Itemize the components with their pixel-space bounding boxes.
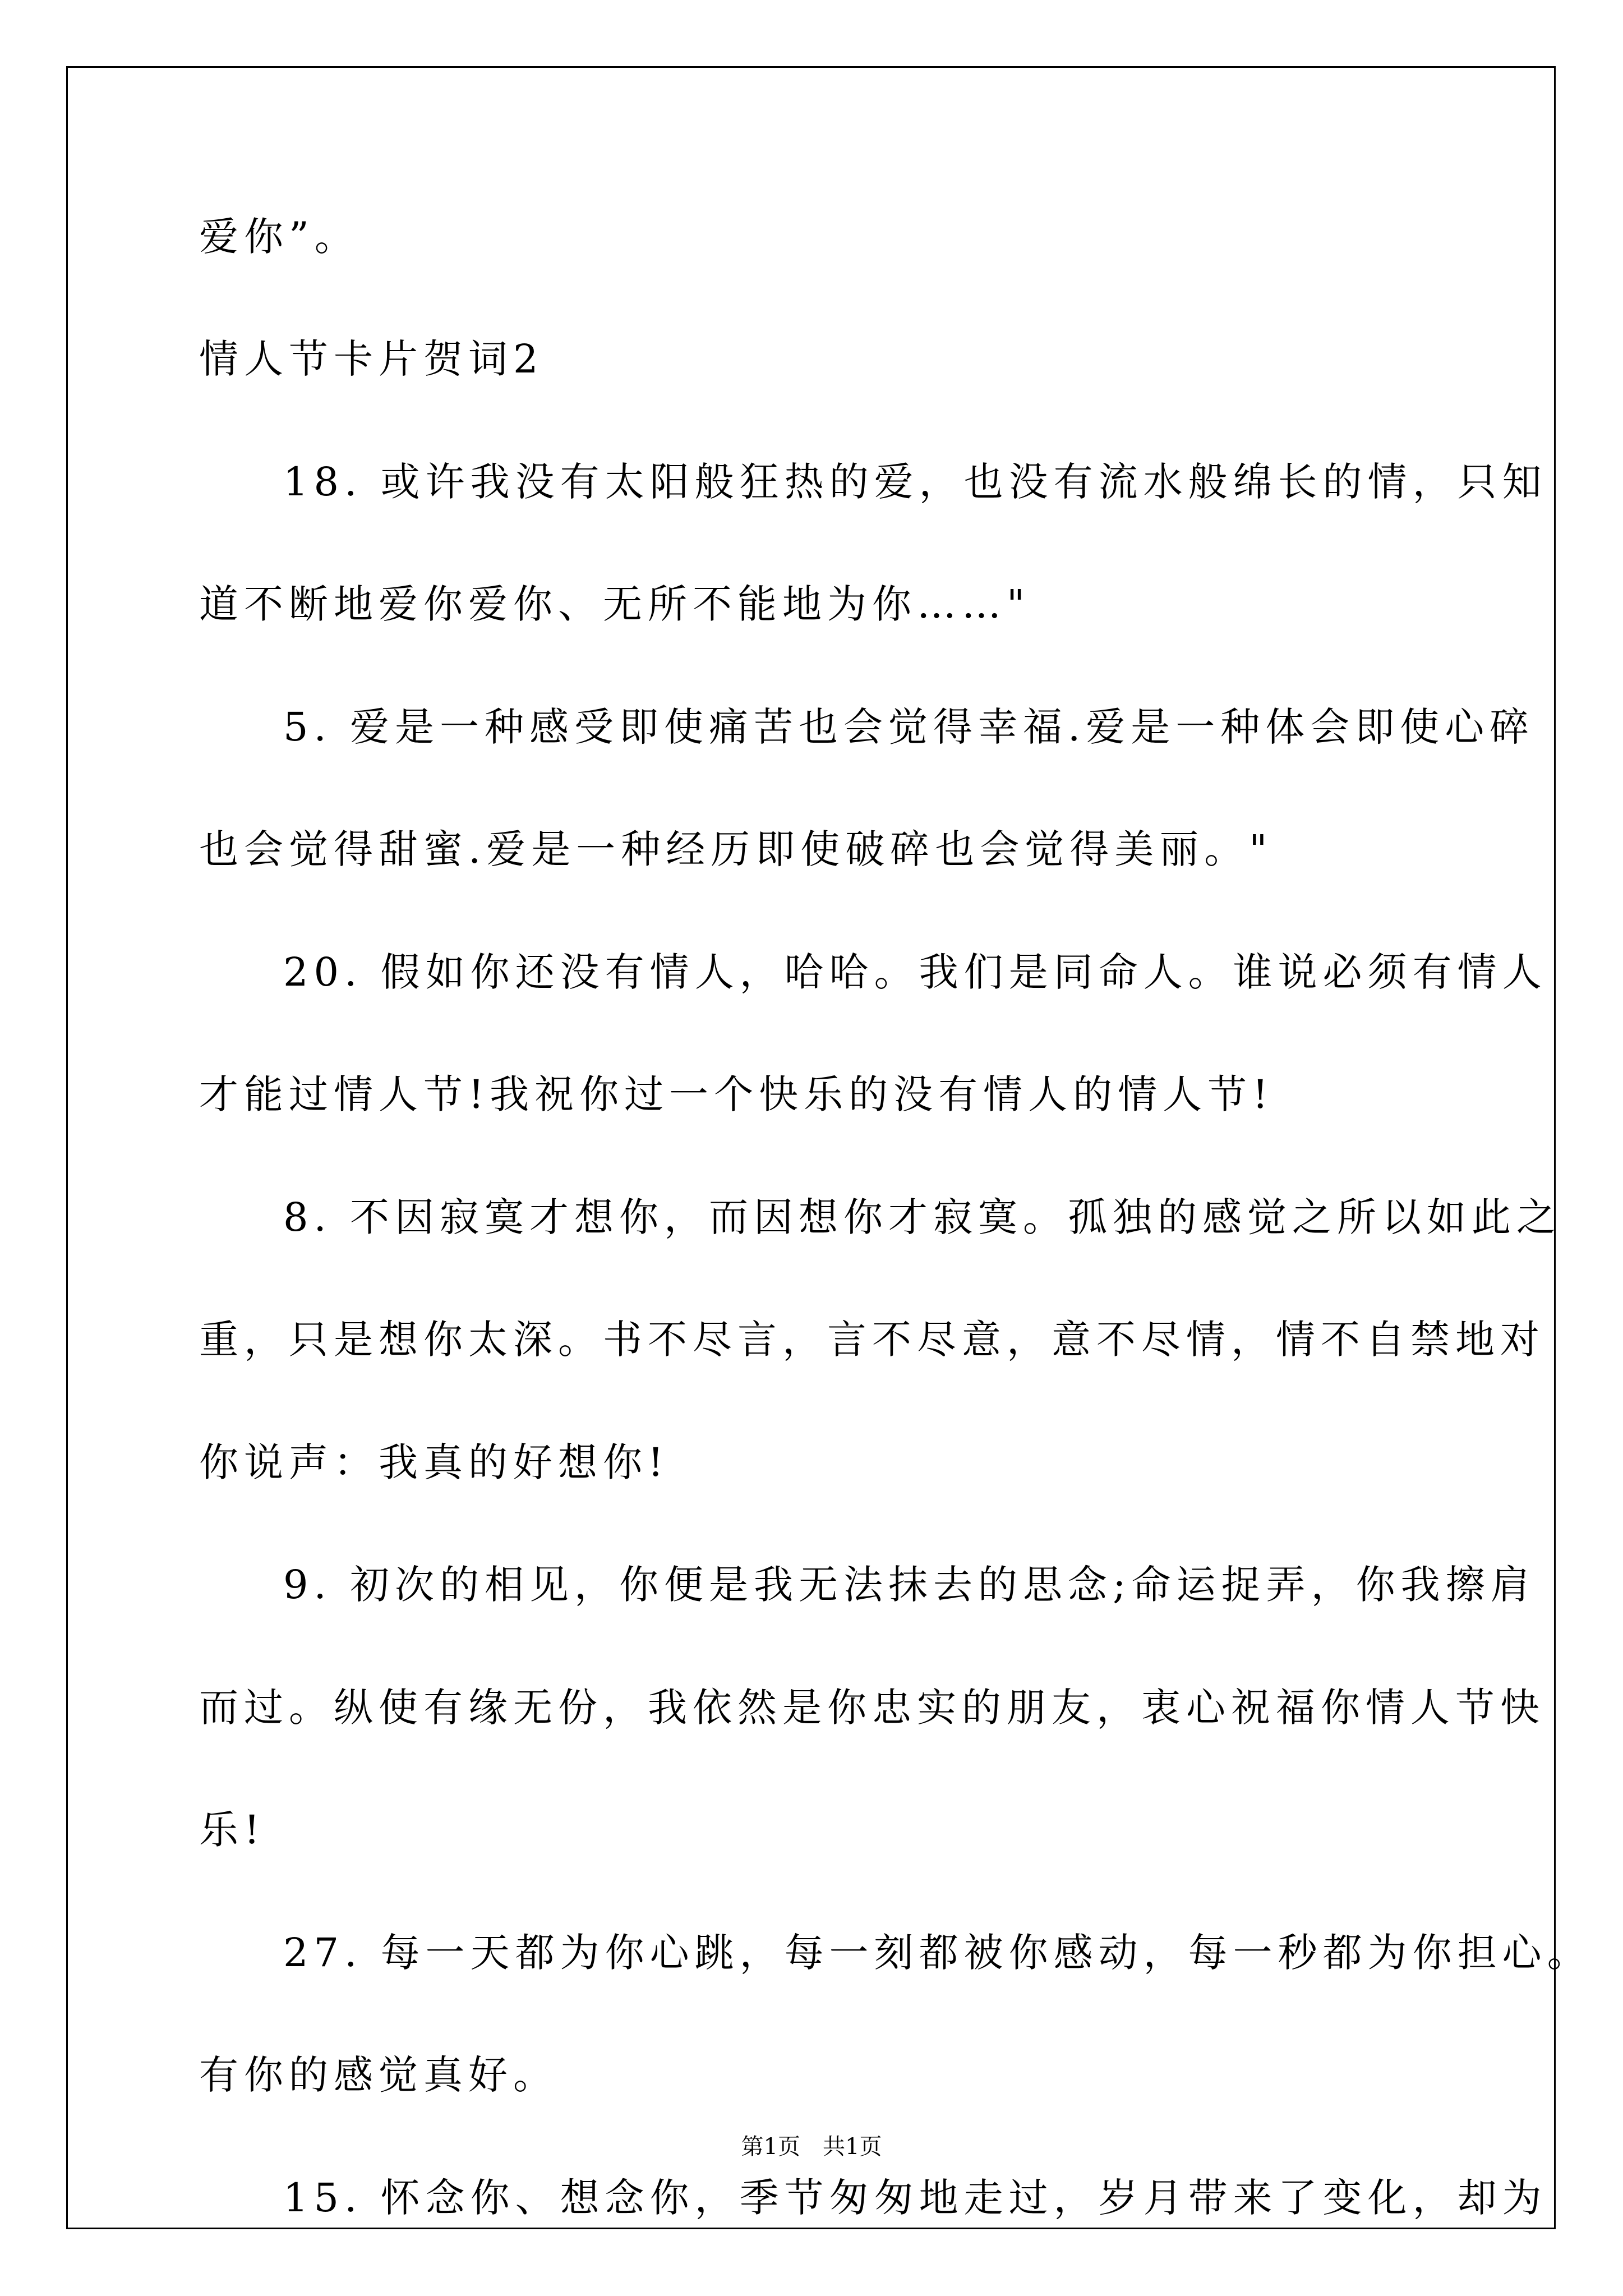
text-line: 8. 不因寂寞才想你，而因想你才寂寞。孤独的感觉之所以如此之 xyxy=(283,1194,1562,1240)
text-line: 9. 初次的相见，你便是我无法抹去的思念;命运捉弄，你我擦肩 xyxy=(283,1562,1536,1608)
text-line: 5. 爱是一种感受即使痛苦也会觉得幸福.爱是一种体会即使心碎 xyxy=(283,704,1535,750)
page-footer: 第1页 共1页 xyxy=(741,2134,882,2160)
section-heading: 情人节卡片贺词2 xyxy=(199,336,544,382)
page-border xyxy=(66,66,1556,2229)
text-line: 18. 或许我没有太阳般狂热的爱，也没有流水般绵长的情，只知 xyxy=(283,459,1547,505)
text-line: 道不断地爱你爱你、无所不能地为你……" xyxy=(199,581,1031,627)
text-line: 你说声：我真的好想你! xyxy=(199,1439,670,1485)
text-line: 也会觉得甜蜜.爱是一种经历即使破碎也会觉得美丽。" xyxy=(199,826,1273,872)
text-line: 重，只是想你太深。书不尽言，言不尽意，意不尽情，情不自禁地对 xyxy=(199,1317,1545,1363)
text-line: 有你的感觉真好。 xyxy=(199,2052,558,2098)
text-line: 才能过情人节!我祝你过一个快乐的没有情人的情人节! xyxy=(199,1071,1274,1117)
text-line: 而过。纵使有缘无份，我依然是你忠实的朋友，衷心祝福你情人节快 xyxy=(199,1685,1545,1731)
text-line: 乐! xyxy=(199,1807,266,1853)
text-line: 20. 假如你还没有情人，哈哈。我们是同命人。谁说必须有情人 xyxy=(283,949,1547,995)
text-line: 27. 每一天都为你心跳，每一刻都被你感动，每一秒都为你担心。 xyxy=(283,1930,1592,1976)
text-line: 15. 怀念你、想念你，季节匆匆地走过，岁月带来了变化，却为 xyxy=(283,2175,1547,2221)
text-line: 爱你”。 xyxy=(199,214,359,260)
